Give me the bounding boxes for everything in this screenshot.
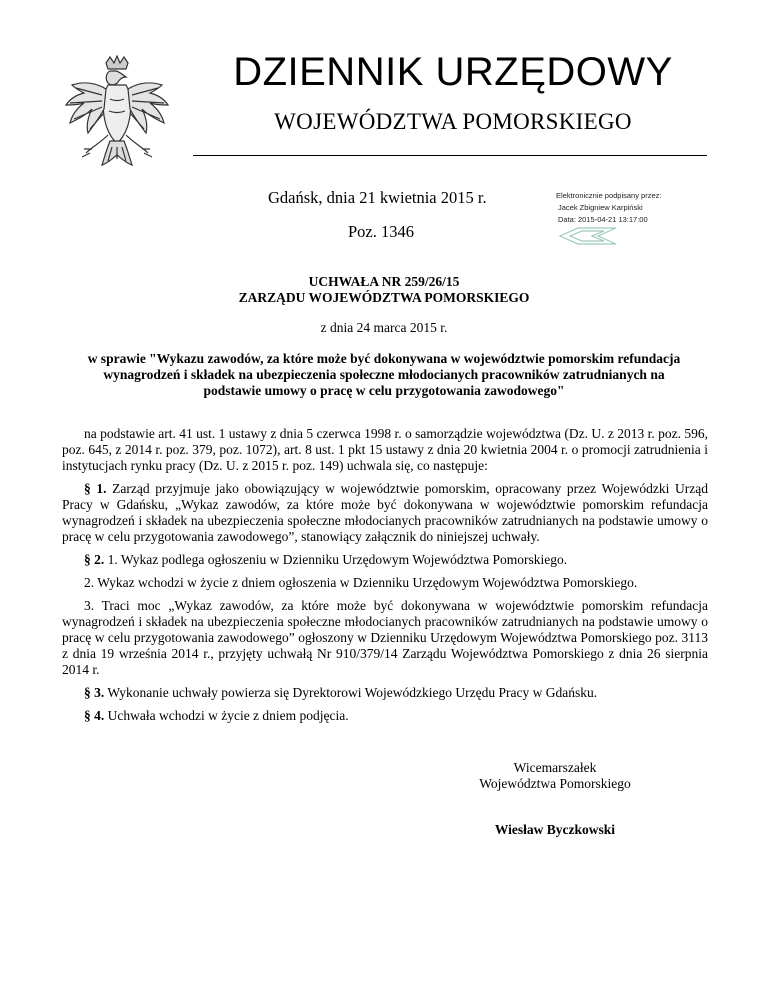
paragraph-2 [62, 552, 708, 568]
resolution-body [62, 426, 708, 731]
resolution-issuer: ZARZĄDU WOJEWÓDZTWA POMORSKIEGO [238, 290, 530, 305]
section-1-label: § 1. [84, 481, 107, 496]
signature-date: Data: 2015-04-21 13:17:00 [558, 215, 648, 224]
section-2-label: § 2. [84, 552, 105, 567]
signature-stamp-icon [556, 226, 620, 246]
signatory-name: Wiesław Byczkowski [494, 822, 616, 837]
signature-label: Elektronicznie podpisany przez: [556, 191, 662, 200]
journal-title: DZIENNIK URZĘDOWY [233, 50, 673, 94]
resolution-number: UCHWAŁA NR 259/26/15 [308, 274, 460, 289]
header-divider [193, 155, 707, 156]
section-4-label: § 4. [84, 708, 105, 723]
signatory-role-line-1: Wicemarszałek [513, 760, 597, 775]
paragraph-2-point-2: 2. Wykaz wchodzi w życie z dniem ogłoszenia w Dzienniku Urzędowym Województwa Pomorskiego. [84, 575, 638, 590]
section-3-label: § 3. [84, 685, 105, 700]
paragraph-1 [62, 481, 708, 545]
signatory-role [440, 760, 670, 792]
position-number: Poz. 1346 [348, 222, 414, 241]
signature-signer: Jacek Zbigniew Karpiński [558, 203, 643, 212]
polish-eagle-emblem-icon [62, 55, 172, 180]
paragraph-2-point-3: 3. Traci moc „Wykaz zawodów, za które może być dokonywana w województwie pomorskim refundacja wynagrodzeń i składek na ubezpieczenia społeczne młodocianych pracowników zatrudnianych na podstawie umowy o pracę w celu przygotowania zawodowego” ogłoszony w Dzienniku Urzędowym Województwa Pomorskiego poz. 3113 z dnia 19 września 2014 r., przyjęty uchwałą Nr 910/379/14 Zarządu Województwa Pomorskiego z dnia 26 sierpnia 2014 r. [62, 598, 708, 677]
resolution-date: z dnia 24 marca 2015 r. [320, 320, 448, 335]
preamble-paragraph: na podstawie art. 41 ust. 1 ustawy z dnia 5 czerwca 1998 r. o samorządzie województwa (Dz. U. z 2013 r. poz. 596, poz. 645, z 2014 r. poz. 379, poz. 1072), art. 8 ust. 1 pkt 15 ustawy z dnia 20 kwietnia 2004 r. o promocji zatrudnienia i instytucjach rynku pracy (Dz. U. z 2015 r. poz. 149) uchwala się, co następuje: [62, 426, 708, 473]
section-4-text: Uchwała wchodzi w życie z dniem podjęcia. [104, 708, 349, 723]
signatory-role-line-2: Województwa Pomorskiego [479, 776, 631, 791]
resolution-heading [60, 274, 708, 306]
electronic-signature-block [556, 190, 746, 226]
section-3-text: Wykonanie uchwały powierza się Dyrektorowi Wojewódzkiego Urzędu Pracy w Gdańsku. [104, 685, 598, 700]
resolution-subject: w sprawie "Wykazu zawodów, za które może być dokonywana w województwie pomorskim refundacja wynagrodzeń i składek na ubezpieczenia społeczne młodocianych pracowników zatrudnianych na podstawie umowy o pracę w celu przygotowania zawodowego" [87, 351, 681, 398]
section-2-text: 1. Wykaz podlega ogłoszeniu w Dzienniku Urzędowym Województwa Pomorskiego. [104, 552, 568, 567]
section-1-text: Zarząd przyjmuje jako obowiązujący w województwie pomorskim, opracowany przez Wojewódzki Urząd Pracy w Gdańsku, „Wykaz zawodów, za które może być dokonywana w województwie pomorskim refundacja wynagrodzeń i składek na ubezpieczenia społeczne młodocianych pracowników zatrudnianych na podstawie umowy o pracę w celu przygotowania zawodowego”, stanowiący załącznik do niniejszej uchwały. [62, 481, 709, 544]
place-and-date: Gdańsk, dnia 21 kwietnia 2015 r. [268, 188, 487, 207]
paragraph-3 [62, 685, 708, 701]
journal-subtitle: WOJEWÓDZTWA POMORSKIEGO [274, 109, 632, 134]
paragraph-4 [62, 708, 708, 724]
